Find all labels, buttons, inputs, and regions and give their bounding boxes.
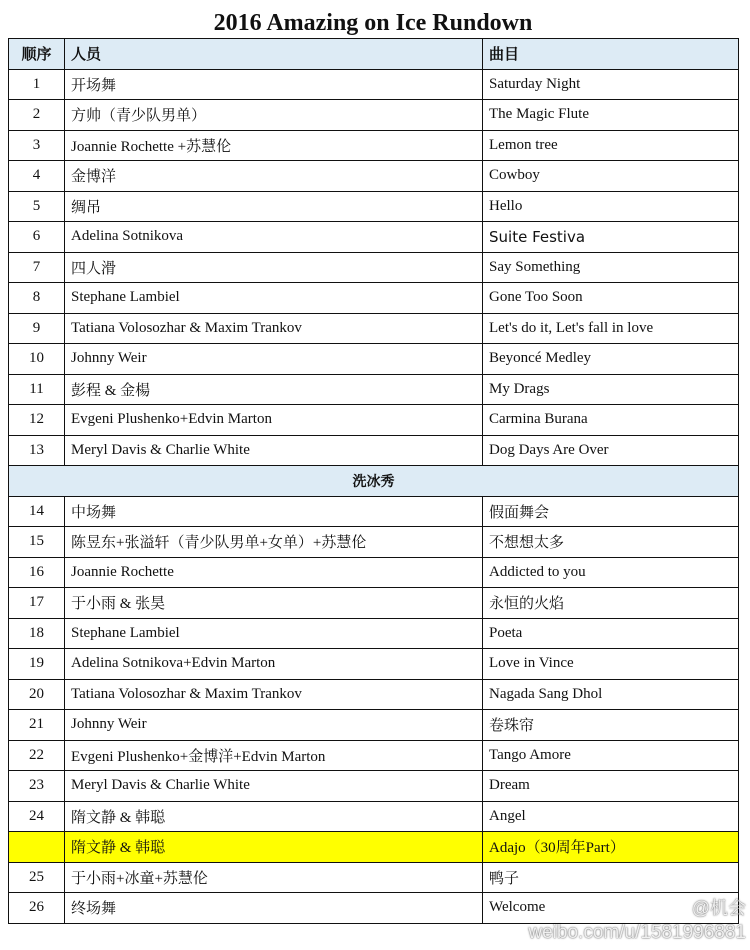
- table-row: [9, 527, 739, 558]
- table-row: [9, 283, 739, 314]
- table-row: [9, 161, 739, 192]
- row-music: Gone Too Soon: [483, 283, 739, 314]
- row-music: Cowboy: [483, 161, 739, 192]
- table-row: [9, 130, 739, 161]
- table-header-row: [9, 39, 739, 70]
- row-number: 12: [9, 405, 65, 436]
- row-number: 21: [9, 710, 65, 741]
- header-performers: 人员: [65, 39, 483, 70]
- table-row: [9, 405, 739, 436]
- watermark-url: weibo.com/u/1581996881: [528, 922, 746, 943]
- row-performers: Meryl Davis & Charlie White: [65, 771, 483, 802]
- row-music: Angel: [483, 801, 739, 832]
- row-music: 假面舞会: [483, 496, 739, 527]
- row-number: 8: [9, 283, 65, 314]
- row-number: 26: [9, 893, 65, 924]
- row-performers: Stephane Lambiel: [65, 618, 483, 649]
- row-music: 不想想太多: [483, 527, 739, 558]
- table-row: [9, 862, 739, 893]
- row-number: 19: [9, 649, 65, 680]
- row-music: Poeta: [483, 618, 739, 649]
- row-music: Hello: [483, 191, 739, 222]
- row-music: Dream: [483, 771, 739, 802]
- table-row: [9, 740, 739, 771]
- row-number: 24: [9, 801, 65, 832]
- table-row: [9, 832, 739, 863]
- row-number: 9: [9, 313, 65, 344]
- row-number: 2: [9, 100, 65, 131]
- row-music: Beyoncé Medley: [483, 344, 739, 375]
- row-music: Let's do it, Let's fall in love: [483, 313, 739, 344]
- row-music: Welcome: [483, 893, 739, 924]
- row-performers: Evgeni Plushenko+金博洋+Edvin Marton: [65, 740, 483, 771]
- row-number: 6: [9, 222, 65, 253]
- row-performers: 方帅（青少队男单）: [65, 100, 483, 131]
- row-performers: 四人滑: [65, 252, 483, 283]
- row-music: My Drags: [483, 374, 739, 405]
- row-number: 18: [9, 618, 65, 649]
- table-row: [9, 191, 739, 222]
- row-number: 16: [9, 557, 65, 588]
- row-music: Say Something: [483, 252, 739, 283]
- row-performers: 开场舞: [65, 69, 483, 100]
- row-number: 3: [9, 130, 65, 161]
- row-performers: Joannie Rochette: [65, 557, 483, 588]
- table-row: [9, 649, 739, 680]
- table-body: [9, 69, 739, 923]
- table-row: [9, 801, 739, 832]
- row-number: 10: [9, 344, 65, 375]
- row-number: 15: [9, 527, 65, 558]
- row-performers: 于小雨+冰童+苏慧伦: [65, 862, 483, 893]
- table-row: [9, 435, 739, 466]
- row-music: Tango Amore: [483, 740, 739, 771]
- row-performers: 终场舞: [65, 893, 483, 924]
- row-music: 永恒的火焰: [483, 588, 739, 619]
- row-music: Adajo（30周年Part）: [483, 832, 739, 863]
- row-number: 1: [9, 69, 65, 100]
- row-number: 17: [9, 588, 65, 619]
- row-music: Love in Vince: [483, 649, 739, 680]
- table-row: [9, 100, 739, 131]
- row-music: Carmina Burana: [483, 405, 739, 436]
- page-title: 2016 Amazing on Ice Rundown: [8, 6, 738, 40]
- weibo-watermark: [528, 898, 746, 944]
- row-performers: Stephane Lambiel: [65, 283, 483, 314]
- row-number: 7: [9, 252, 65, 283]
- row-music: Lemon tree: [483, 130, 739, 161]
- table-row: [9, 588, 739, 619]
- table-row: [9, 893, 739, 924]
- table-row: [9, 313, 739, 344]
- table-row: [9, 679, 739, 710]
- row-music: Saturday Night: [483, 69, 739, 100]
- row-number: 11: [9, 374, 65, 405]
- row-number: 5: [9, 191, 65, 222]
- table-row: [9, 344, 739, 375]
- row-performers: Tatiana Volosozhar & Maxim Trankov: [65, 679, 483, 710]
- row-performers: Johnny Weir: [65, 710, 483, 741]
- watermark-handle: @机会: [691, 898, 746, 918]
- row-performers: Johnny Weir: [65, 344, 483, 375]
- row-performers: Joannie Rochette +苏慧伦: [65, 130, 483, 161]
- table-row: [9, 222, 739, 253]
- row-performers: Tatiana Volosozhar & Maxim Trankov: [65, 313, 483, 344]
- row-performers: Evgeni Plushenko+Edvin Marton: [65, 405, 483, 436]
- row-performers: 金博洋: [65, 161, 483, 192]
- row-performers: 彭程 & 金楊: [65, 374, 483, 405]
- row-music: Nagada Sang Dhol: [483, 679, 739, 710]
- row-number: 25: [9, 862, 65, 893]
- row-performers: Adelina Sotnikova: [65, 222, 483, 253]
- row-number: 23: [9, 771, 65, 802]
- row-music: 卷珠帘: [483, 710, 739, 741]
- table-row: [9, 496, 739, 527]
- row-performers: 陈昱东+张溢轩（青少队男单+女单）+苏慧伦: [65, 527, 483, 558]
- row-performers: 隋文静 & 韩聪: [65, 801, 483, 832]
- row-performers: 中场舞: [65, 496, 483, 527]
- row-music: 鸭子: [483, 862, 739, 893]
- row-music: Suite Festiva: [483, 222, 739, 253]
- table-row: [9, 69, 739, 100]
- row-number: 14: [9, 496, 65, 527]
- row-performers: 隋文静 & 韩聪: [65, 832, 483, 863]
- header-music: 曲目: [483, 39, 739, 70]
- row-performers: Meryl Davis & Charlie White: [65, 435, 483, 466]
- row-number: 4: [9, 161, 65, 192]
- section-break-row: [9, 466, 739, 497]
- rundown-table: [8, 38, 739, 924]
- table-row: [9, 710, 739, 741]
- row-performers: 于小雨 & 张昊: [65, 588, 483, 619]
- header-order: 顺序: [9, 39, 65, 70]
- row-number: 22: [9, 740, 65, 771]
- row-performers: Adelina Sotnikova+Edvin Marton: [65, 649, 483, 680]
- table-row: [9, 557, 739, 588]
- table-row: [9, 771, 739, 802]
- row-music: Addicted to you: [483, 557, 739, 588]
- row-number: [9, 832, 65, 863]
- row-music: The Magic Flute: [483, 100, 739, 131]
- row-number: 13: [9, 435, 65, 466]
- row-music: Dog Days Are Over: [483, 435, 739, 466]
- table-row: [9, 618, 739, 649]
- row-number: 20: [9, 679, 65, 710]
- table-row: [9, 252, 739, 283]
- section-break-label: 洗冰秀: [9, 466, 739, 497]
- table-row: [9, 374, 739, 405]
- row-performers: 绸吊: [65, 191, 483, 222]
